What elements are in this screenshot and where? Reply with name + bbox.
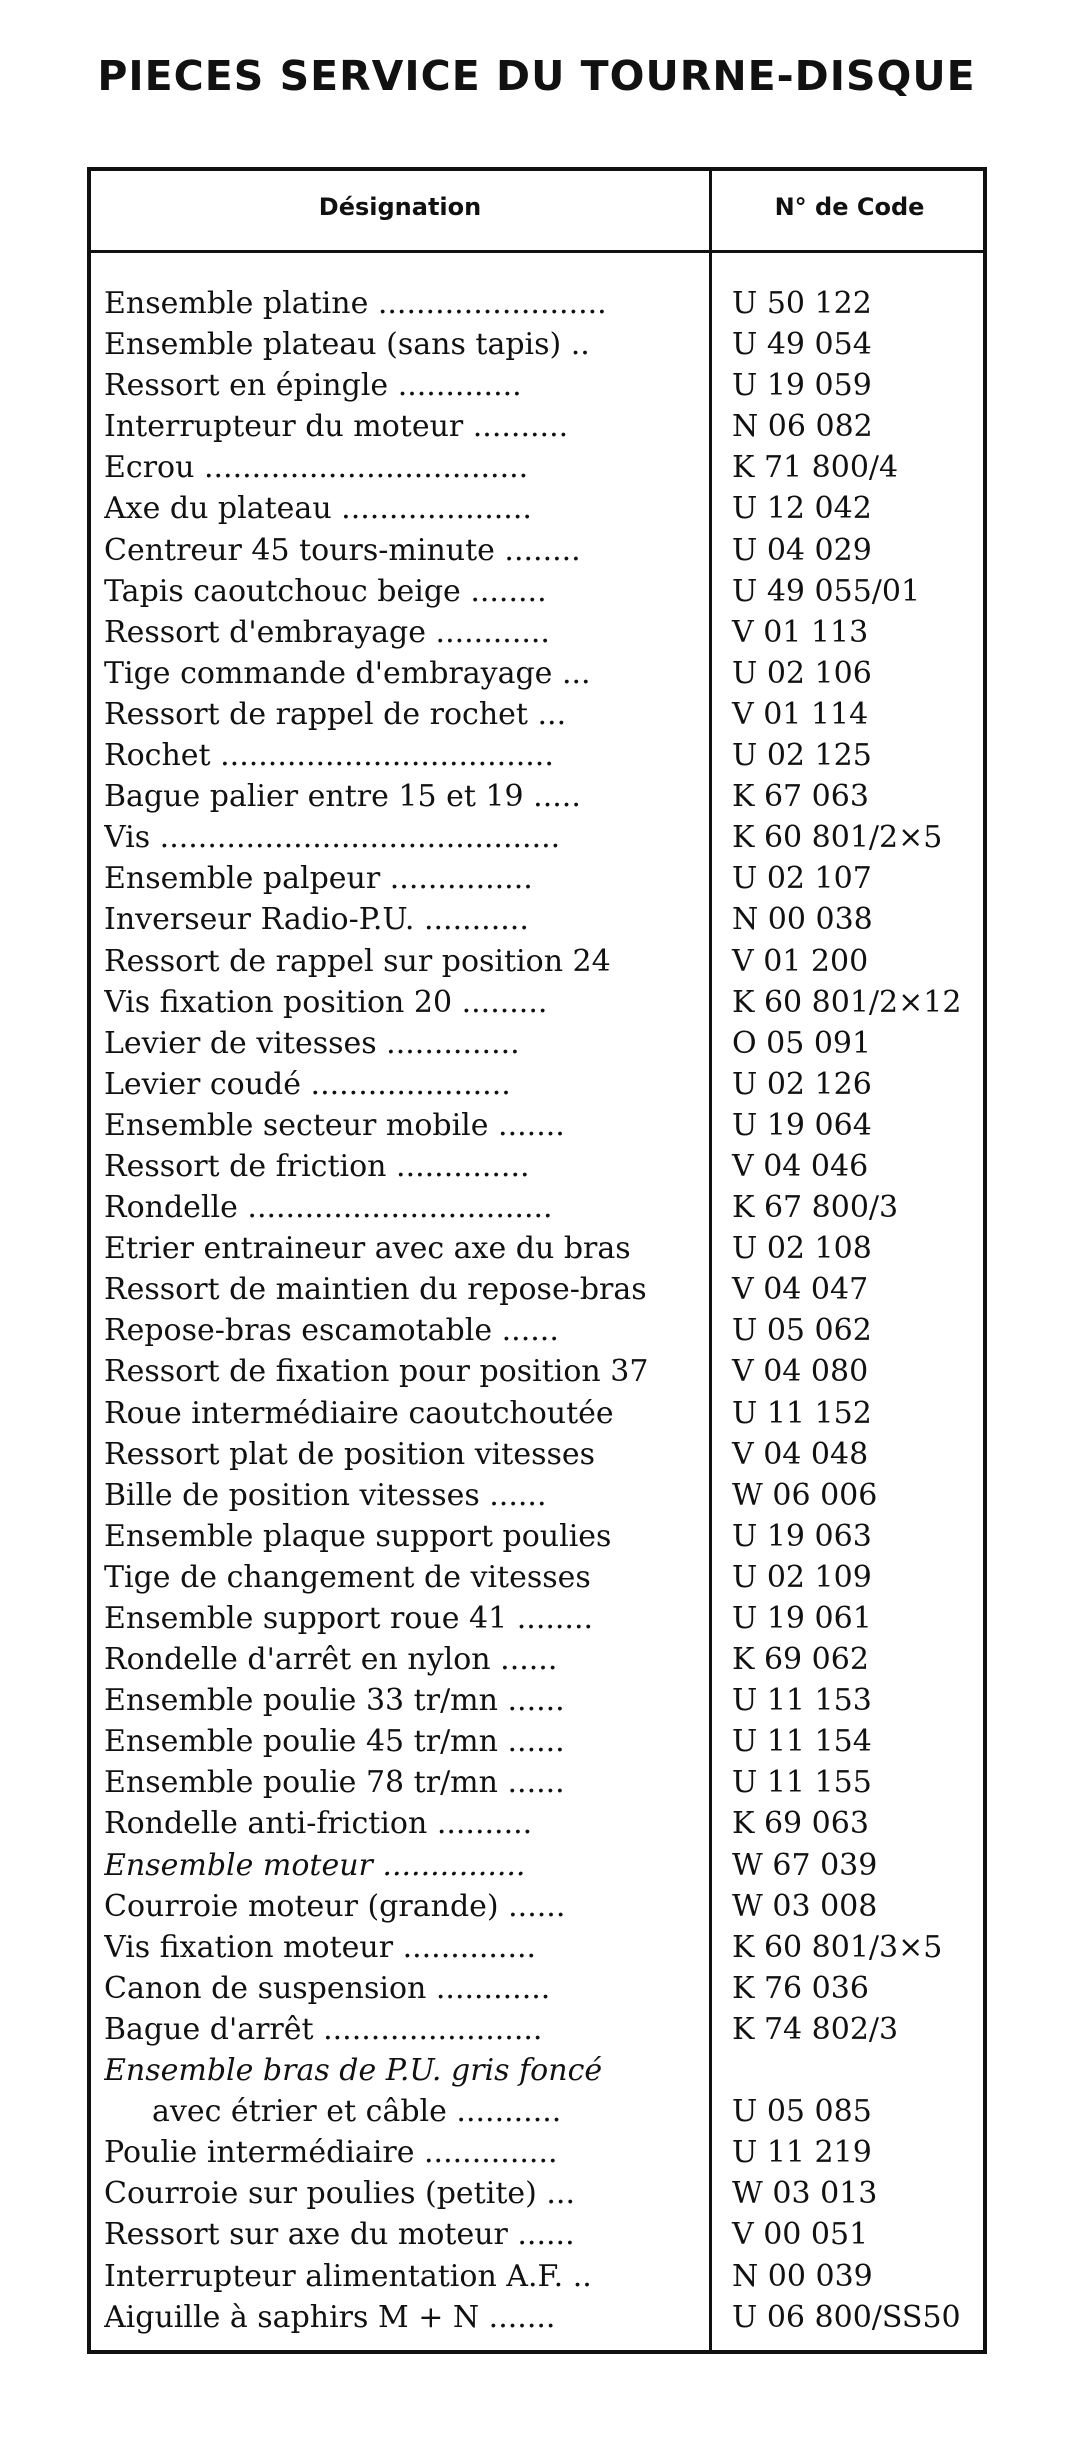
part-code: V 04 080 <box>732 1354 869 1390</box>
part-code: U 19 063 <box>732 1518 872 1554</box>
table-row <box>104 1803 984 1844</box>
table-row <box>104 776 984 817</box>
part-code: K 69 062 <box>732 1642 869 1678</box>
part-designation: Axe du plateau .................... <box>104 491 532 527</box>
table-row <box>104 982 984 1023</box>
table-row <box>104 2091 984 2132</box>
part-designation: Ressort sur axe du moteur ...... <box>104 2217 575 2253</box>
part-code: U 05 062 <box>732 1313 872 1349</box>
parts-table <box>87 167 987 2354</box>
table-row <box>104 1557 984 1598</box>
part-code: W 67 039 <box>732 1847 878 1883</box>
part-code: K 60 801/2×5 <box>732 820 943 856</box>
table-row <box>104 1475 984 1516</box>
table-row <box>104 612 984 653</box>
header-divider <box>91 250 983 253</box>
part-code: U 50 122 <box>732 286 872 321</box>
part-code: W 06 006 <box>732 1477 878 1513</box>
part-code: V 01 114 <box>732 696 869 732</box>
part-designation: Interrupteur alimentation A.F. .. <box>104 2258 592 2294</box>
part-designation: Interrupteur du moteur .......... <box>104 409 569 445</box>
part-designation: Ressort de maintien du repose-bras <box>104 1272 647 1308</box>
part-designation: Ensemble platine ........................ <box>104 286 607 321</box>
part-code: W 03 013 <box>732 2176 878 2212</box>
part-code: U 02 125 <box>732 738 872 774</box>
part-designation: Ressort de rappel sur position 24 <box>104 943 611 979</box>
table-row <box>104 1845 984 1886</box>
part-code: V 04 048 <box>732 1436 869 1472</box>
part-designation: Ensemble moteur ............... <box>104 1847 526 1883</box>
part-designation: Ensemble plaque support poulies <box>104 1518 612 1554</box>
part-designation: Ensemble poulie 33 tr/mn ...... <box>104 1683 565 1719</box>
table-row <box>104 2009 984 2050</box>
part-code: U 05 085 <box>732 2094 872 2130</box>
table-row <box>104 653 984 694</box>
table-row <box>104 1927 984 1968</box>
part-code: N 00 038 <box>732 902 873 938</box>
part-code: U 12 042 <box>732 491 872 527</box>
part-code: K 74 802/3 <box>732 2011 899 2047</box>
part-code: K 67 063 <box>732 779 869 815</box>
part-designation: Repose-bras escamotable ...... <box>104 1313 559 1349</box>
part-code: U 06 800/SS50 <box>732 2299 961 2335</box>
table-row <box>104 899 984 940</box>
part-designation: Ensemble secteur mobile ....... <box>104 1107 565 1143</box>
part-designation: Canon de suspension ............ <box>104 1970 551 2006</box>
part-designation: Levier de vitesses .............. <box>104 1025 520 1061</box>
table-row <box>104 2297 984 2338</box>
part-designation: Poulie intermédiaire .............. <box>104 2135 558 2171</box>
part-code: U 02 126 <box>732 1066 872 1102</box>
part-code: U 11 155 <box>732 1765 872 1801</box>
table-row <box>104 735 984 776</box>
table-row <box>104 2132 984 2173</box>
part-code: K 60 801/3×5 <box>732 1929 943 1965</box>
part-code: K 76 036 <box>732 1970 869 2006</box>
part-designation: Ecrou .................................. <box>104 450 529 486</box>
part-designation: Rochet ................................... <box>104 738 554 774</box>
part-designation: Rondelle d'arrêt en nylon ...... <box>104 1642 558 1678</box>
part-designation: Etrier entraineur avec axe du bras <box>104 1231 631 1267</box>
table-row <box>104 1721 984 1762</box>
table-row <box>104 1064 984 1105</box>
part-designation: Ensemble poulie 78 tr/mn ...... <box>104 1765 565 1801</box>
part-code: W 03 008 <box>732 1888 878 1924</box>
part-designation: Rondelle ................................ <box>104 1190 553 1226</box>
table-row <box>104 1968 984 2009</box>
part-designation: Ressort de fixation pour position 37 <box>104 1354 649 1390</box>
part-designation: Courroie sur poulies (petite) ... <box>104 2176 575 2212</box>
table-row <box>104 1146 984 1187</box>
table-row <box>104 1680 984 1721</box>
part-code: V 00 051 <box>732 2217 869 2253</box>
part-code: U 19 059 <box>732 368 872 404</box>
part-designation: Aiguille à saphirs M + N ....... <box>104 2299 556 2335</box>
table-row <box>104 1434 984 1475</box>
table-row <box>104 1187 984 1228</box>
part-designation: Ressort en épingle ............. <box>104 368 522 404</box>
part-designation: Ressort plat de position vitesses <box>104 1436 596 1472</box>
part-designation: Centreur 45 tours-minute ........ <box>104 532 581 568</box>
table-row <box>104 1269 984 1310</box>
table-row <box>104 2214 984 2255</box>
table-row <box>104 1023 984 1064</box>
parts-rows <box>104 283 984 2338</box>
part-designation: Ensemble support roue 41 ........ <box>104 1601 594 1636</box>
part-code: U 02 108 <box>732 1231 872 1267</box>
header-code: N° de Code <box>774 193 925 221</box>
table-row <box>104 324 984 365</box>
part-designation: Roue intermédiaire caoutchoutée <box>104 1395 614 1431</box>
part-designation: Bague d'arrêt ....................... <box>104 2011 543 2047</box>
table-row <box>104 694 984 735</box>
header-designation: Désignation <box>318 193 482 221</box>
part-code: K 69 063 <box>732 1806 869 1842</box>
table-row <box>104 2256 984 2297</box>
table-row <box>104 1393 984 1434</box>
part-code: N 06 082 <box>732 409 873 445</box>
table-row <box>104 1516 984 1557</box>
table-row <box>104 1310 984 1351</box>
part-designation: Ressort d'embrayage ............ <box>104 614 550 650</box>
table-row <box>104 817 984 858</box>
part-code: U 02 109 <box>732 1559 872 1595</box>
part-code: V 01 113 <box>732 614 869 650</box>
table-row <box>104 941 984 982</box>
table-row <box>104 2050 984 2091</box>
page-title: PIECES SERVICE DU TOURNE-DISQUE <box>97 52 976 100</box>
part-code: U 04 029 <box>732 532 872 568</box>
table-row <box>104 858 984 899</box>
part-designation: Bille de position vitesses ...... <box>104 1477 547 1513</box>
table-row <box>104 488 984 529</box>
table-row <box>104 571 984 612</box>
part-code: N 00 039 <box>732 2258 873 2294</box>
table-row <box>104 2173 984 2214</box>
part-code: U 11 153 <box>732 1683 872 1719</box>
part-designation: Inverseur Radio-P.U. ........... <box>104 902 529 938</box>
part-designation: Courroie moteur (grande) ...... <box>104 1888 566 1924</box>
part-code: U 11 152 <box>732 1395 872 1431</box>
table-row <box>104 365 984 406</box>
part-designation: avec étrier et câble ........... <box>152 2094 562 2130</box>
part-code: U 02 106 <box>732 655 872 691</box>
part-designation: Levier coudé ..................... <box>104 1066 511 1102</box>
part-code: K 71 800/4 <box>732 450 899 486</box>
part-code: K 60 801/2×12 <box>732 984 962 1020</box>
table-row <box>104 447 984 488</box>
part-code: U 49 054 <box>732 327 872 363</box>
table-row <box>104 283 984 324</box>
part-designation: Vis .......................................... <box>104 820 561 856</box>
part-code: U 11 154 <box>732 1724 872 1760</box>
table-row <box>104 1228 984 1269</box>
part-designation: Ensemble bras de P.U. gris foncé <box>104 2053 603 2089</box>
part-designation: Rondelle anti-friction .......... <box>104 1806 533 1842</box>
part-designation: Bague palier entre 15 et 19 ..... <box>104 779 581 815</box>
part-designation: Ensemble poulie 45 tr/mn ...... <box>104 1724 565 1760</box>
part-designation: Ensemble plateau (sans tapis) .. <box>104 327 590 363</box>
part-designation: Ensemble palpeur ............... <box>104 861 533 897</box>
part-code: U 19 064 <box>732 1107 872 1143</box>
table-row <box>104 406 984 447</box>
part-designation: Tige commande d'embrayage ... <box>104 655 591 691</box>
part-code: V 04 047 <box>732 1272 869 1308</box>
part-code: K 67 800/3 <box>732 1190 899 1226</box>
part-code: U 02 107 <box>732 861 872 897</box>
table-row <box>104 1762 984 1803</box>
part-code: U 49 055/01 <box>732 573 921 609</box>
part-designation: Ressort de friction .............. <box>104 1148 530 1184</box>
part-designation: Tapis caoutchouc beige ........ <box>104 573 547 609</box>
table-row <box>104 530 984 571</box>
table-row <box>104 1351 984 1392</box>
part-designation: Vis fixation position 20 ......... <box>104 984 548 1020</box>
part-code: O 05 091 <box>732 1025 872 1061</box>
part-designation: Tige de changement de vitesses <box>104 1559 591 1595</box>
table-row <box>104 1639 984 1680</box>
part-code: V 01 200 <box>732 943 869 979</box>
table-row <box>104 1886 984 1927</box>
part-code: V 04 046 <box>732 1148 869 1184</box>
table-row <box>104 1105 984 1146</box>
part-designation: Vis fixation moteur .............. <box>104 1929 537 1965</box>
table-row <box>104 1598 984 1639</box>
part-code: U 11 219 <box>732 2135 872 2171</box>
part-designation: Ressort de rappel de rochet ... <box>104 696 567 732</box>
part-code: U 19 061 <box>732 1601 872 1636</box>
